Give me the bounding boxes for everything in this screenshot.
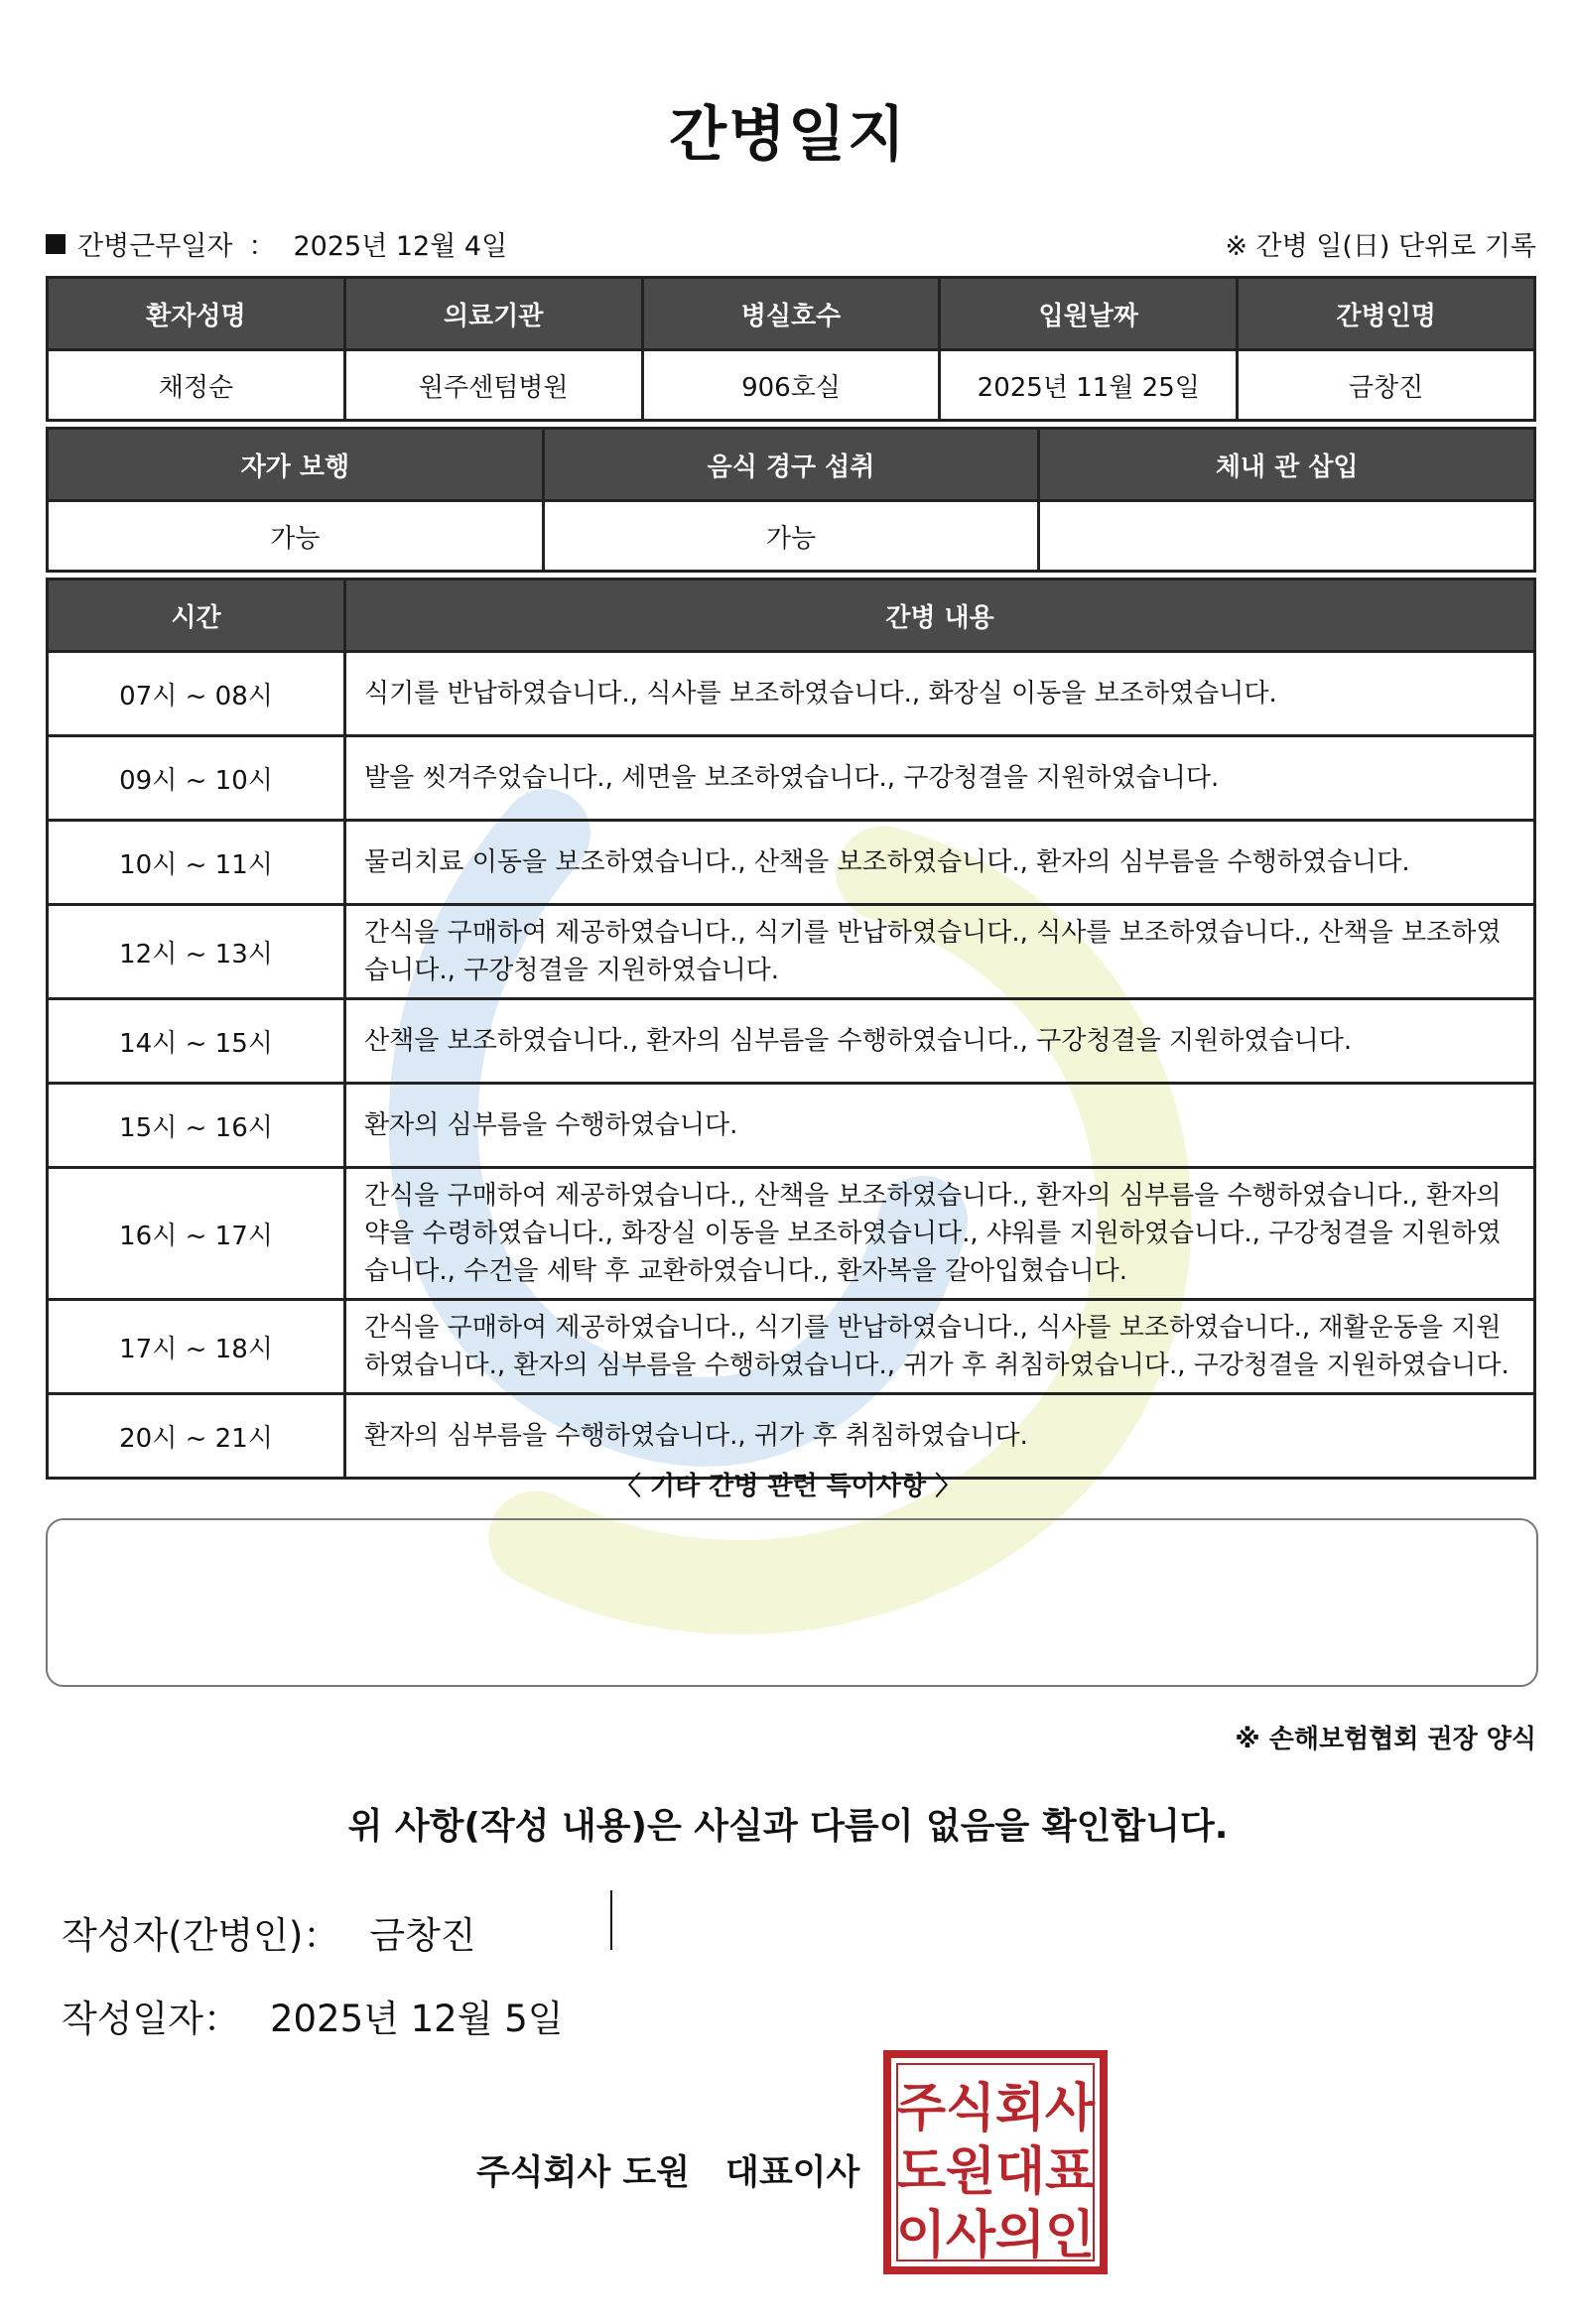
log-content: 환자의 심부름을 수행하였습니다. — [345, 1084, 1535, 1168]
work-date-label: 간병근무일자 — [77, 231, 233, 262]
log-time: 12시 ~ 13시 — [48, 905, 345, 999]
log-time: 14시 ~ 15시 — [48, 999, 345, 1084]
seal-char: 주 — [895, 2079, 947, 2138]
room-number: 906호실 — [642, 350, 940, 421]
work-date-line — [46, 224, 507, 263]
log-content: 식기를 반납하였습니다., 식사를 보조하였습니다., 화장실 이동을 보조하였습니다. — [345, 652, 1535, 736]
confirmation-statement: 위 사항(작성 내용)은 사실과 다름이 없음을 확인합니다. — [347, 1806, 1229, 1847]
header-time: 시간 — [48, 580, 345, 652]
patient-info-table — [46, 276, 1536, 422]
table-row — [48, 999, 1535, 1084]
page-title: 간병일지 — [669, 100, 907, 170]
admission-date: 2025년 11월 25일 — [940, 350, 1238, 421]
log-time: 17시 ~ 18시 — [48, 1300, 345, 1394]
patient-status-table — [46, 427, 1536, 573]
log-content: 간식을 구매하여 제공하였습니다., 식기를 반납하였습니다., 식사를 보조하였습니다., 산책을 보조하였습니다., 구강청결을 지원하였습니다. — [345, 905, 1535, 999]
seal-char: 표 — [1044, 2142, 1096, 2202]
company-line — [476, 2145, 859, 2195]
table-row — [48, 652, 1535, 736]
seal-char: 이 — [895, 2206, 947, 2265]
work-date-value: 2025년 12월 4일 — [293, 231, 508, 262]
header-caregiver: 간병인명 — [1238, 278, 1535, 350]
seal-char: 원 — [945, 2142, 996, 2202]
writer-label: 작성자(간병인)： — [62, 1914, 340, 1957]
tube-value — [1039, 501, 1535, 572]
seal-char: 사 — [945, 2206, 996, 2265]
table-row — [48, 1300, 1535, 1394]
caregiver-name: 금창진 — [1238, 350, 1535, 421]
log-content: 물리치료 이동을 보조하였습니다., 산책을 보조하였습니다., 환자의 심부름을 수행하였습니다. — [345, 821, 1535, 905]
table-row — [48, 821, 1535, 905]
table-row — [48, 736, 1535, 821]
notes-box — [46, 1518, 1538, 1687]
signature-mark — [609, 1890, 613, 1950]
log-time: 20시 ~ 21시 — [48, 1394, 345, 1479]
seal-char: 인 — [1044, 2206, 1096, 2265]
square-bullet-icon — [46, 234, 66, 254]
writer-line — [62, 1905, 476, 1959]
care-log-table — [46, 578, 1536, 1480]
company-name: 주식회사 도원 — [476, 2153, 691, 2193]
table-row — [48, 905, 1535, 999]
seal-char: 회 — [994, 2079, 1046, 2138]
write-date-value: 2025년 12월 5일 — [269, 1998, 564, 2040]
walking-value: 가능 — [48, 501, 544, 572]
header-tube: 체내 관 삽입 — [1039, 429, 1535, 501]
seal-char: 대 — [994, 2142, 1046, 2202]
patient-name: 채정순 — [48, 350, 345, 421]
log-time: 09시 ~ 10시 — [48, 736, 345, 821]
log-time: 10시 ~ 11시 — [48, 821, 345, 905]
log-content: 환자의 심부름을 수행하였습니다., 귀가 후 취침하였습니다. — [345, 1394, 1535, 1479]
log-content: 발을 씻겨주었습니다., 세면을 보조하였습니다., 구강청결을 지원하였습니다. — [345, 736, 1535, 821]
header-admission-date: 입원날짜 — [940, 278, 1238, 350]
recommend-note: ※ 손해보험협회 권장 양식 — [1235, 1725, 1536, 1754]
writer-name: 금창진 — [369, 1914, 476, 1957]
notes-heading: 〈 기타 간병 관련 특이사항 〉 — [614, 1472, 962, 1501]
header-room: 병실호수 — [642, 278, 940, 350]
log-time: 15시 ~ 16시 — [48, 1084, 345, 1168]
write-date-label: 작성일자： — [62, 1998, 240, 2040]
seal-char: 의 — [994, 2206, 1046, 2265]
seal-char: 식 — [945, 2079, 996, 2138]
table-row — [48, 1084, 1535, 1168]
header-care-content: 간병 내용 — [345, 580, 1535, 652]
header-oral-intake: 음식 경구 섭취 — [543, 429, 1039, 501]
seal-char: 사 — [1044, 2079, 1096, 2138]
hospital-name: 원주센텀병원 — [344, 350, 642, 421]
log-content: 산책을 보조하였습니다., 환자의 심부름을 수행하였습니다., 구강청결을 지원하였습니다. — [345, 999, 1535, 1084]
colon: ： — [248, 231, 276, 262]
header-patient-name: 환자성명 — [48, 278, 345, 350]
oral-intake-value: 가능 — [543, 501, 1039, 572]
header-hospital: 의료기관 — [344, 278, 642, 350]
log-time: 07시 ~ 08시 — [48, 652, 345, 736]
seal-char: 도 — [895, 2142, 947, 2202]
table-row — [48, 1168, 1535, 1300]
company-seal — [883, 2050, 1108, 2274]
log-content: 간식을 구매하여 제공하였습니다., 식기를 반납하였습니다., 식사를 보조하였습니다., 재활운동을 지원하였습니다., 환자의 심부름을 수행하였습니다., 귀가 후 취침하였습니다., 구강청결을 지원하였습니다. — [345, 1300, 1535, 1394]
log-time: 16시 ~ 17시 — [48, 1168, 345, 1300]
log-content: 간식을 구매하여 제공하였습니다., 산책을 보조하였습니다., 환자의 심부름을 수행하였습니다., 환자의 약을 수령하였습니다., 화장실 이동을 보조하였습니다., 샤워를 지원하였습니다., 구강청결을 지원하였습니다., 수건을 세탁 후 교환하였습니다., 환자복을 갈아입혔습니다. — [345, 1168, 1535, 1300]
unit-note: ※ 간병 일(日) 단위로 기록 — [1225, 231, 1536, 262]
company-rep: 대표이사 — [725, 2153, 860, 2193]
header-walking: 자가 보행 — [48, 429, 544, 501]
write-date-line — [62, 1989, 564, 2042]
